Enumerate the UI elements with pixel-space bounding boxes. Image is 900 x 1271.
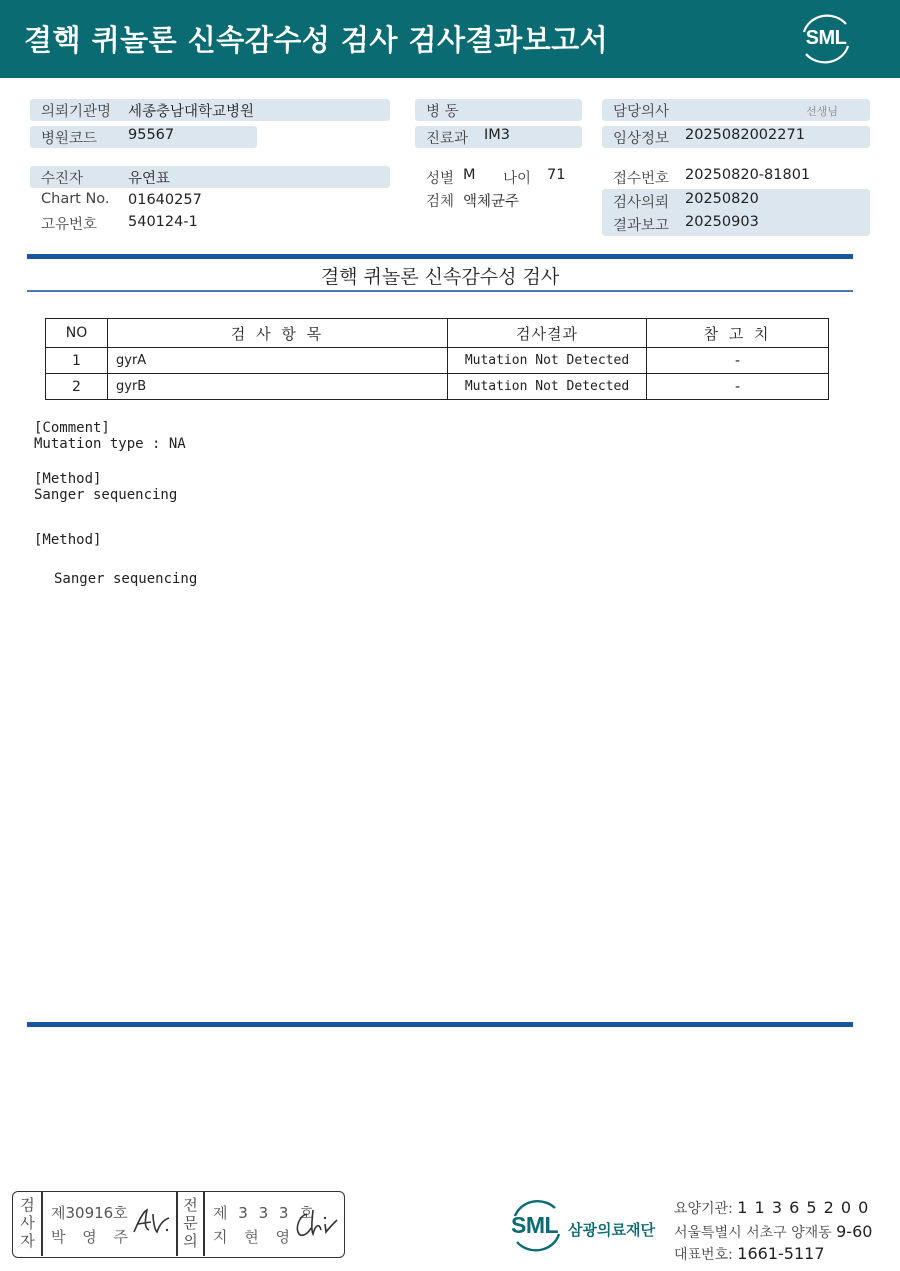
specimen-field	[415, 189, 582, 211]
row-no: 1	[46, 348, 108, 374]
clinical-info-field	[602, 126, 870, 148]
patient-label: 수진자	[41, 171, 84, 187]
age-value: 71	[547, 167, 566, 183]
facility-code-value: 1 1 3 6 5 2 0 0	[737, 1198, 870, 1217]
row-ref: -	[647, 374, 829, 400]
report-date-label: 결과보고	[613, 218, 670, 234]
doctor-field	[602, 99, 870, 121]
comment-text: Mutation type : NA	[34, 436, 186, 452]
unique-no-label: 고유번호	[41, 217, 98, 233]
header-ref: 참 고 치	[647, 319, 829, 348]
ward-label: 병 동	[426, 104, 459, 120]
chart-no-label: Chart No.	[41, 191, 110, 207]
tester-vertical-label: 검 사 자	[20, 1196, 35, 1250]
report-date-value: 20250903	[685, 214, 759, 230]
chart-no-field	[30, 190, 390, 212]
section-rule-bottom	[27, 290, 853, 292]
row-result: Mutation Not Detected	[448, 348, 647, 374]
header-item: 검 사 항 목	[108, 319, 448, 348]
facility-code-label: 요양기관:	[674, 1201, 733, 1217]
footer-sml-logo	[509, 1198, 565, 1252]
results-table	[45, 318, 829, 400]
tester-name: 박 영 주	[51, 1228, 135, 1246]
comment-header: [Comment]	[34, 420, 110, 436]
row-ref: -	[647, 348, 829, 374]
doctor-suffix: 선생님	[806, 105, 838, 118]
specimen-label: 검체	[426, 194, 455, 210]
address-text: 서울특별시 서초구 양재동	[674, 1225, 832, 1241]
sex-label: 성별	[426, 171, 455, 187]
sml-logo	[796, 12, 856, 66]
report-title: 결핵 퀴놀론 신속감수성 검사 검사결과보고서	[24, 23, 609, 57]
method-text-2: Sanger sequencing	[54, 571, 198, 587]
address-number: 9-60	[836, 1222, 873, 1241]
receipt-no-label: 접수번호	[613, 171, 670, 187]
receipt-no-field	[602, 166, 870, 188]
department-label: 진료과	[426, 131, 469, 147]
specialist-license: 제 3 3 3 호	[213, 1204, 317, 1222]
method-header-2: [Method]	[34, 532, 102, 548]
clinical-info-label: 임상정보	[613, 131, 670, 147]
phone-value: 1661-5117	[737, 1244, 825, 1263]
header-result: 검사결과	[448, 319, 647, 348]
signature-box	[12, 1191, 345, 1258]
section-title: 결핵 퀴놀론 신속감수성 검사	[320, 266, 560, 288]
request-date-value: 20250820	[685, 191, 759, 207]
header-no: NO	[46, 319, 108, 348]
facility-code	[674, 1198, 869, 1218]
age-label: 나이	[503, 171, 532, 187]
department-value: IM3	[484, 127, 511, 143]
table-row	[46, 348, 829, 374]
sex-age-field	[415, 166, 582, 188]
specialist-name: 지 현 영	[213, 1228, 297, 1246]
bottom-rule	[27, 1022, 853, 1027]
chart-no-value: 01640257	[128, 192, 202, 208]
request-date-label: 검사의뢰	[613, 195, 670, 211]
department-field	[415, 126, 582, 148]
footer-logo-text: SML	[511, 1212, 559, 1238]
method-text: Sanger sequencing	[34, 487, 178, 503]
table-header-row	[46, 319, 829, 348]
hospital-code-value: 95567	[128, 127, 175, 143]
patient-value: 유연표	[128, 171, 171, 187]
specialist-vertical-label: 전 문 의	[183, 1196, 198, 1250]
org-name: 삼광의료재단	[568, 1221, 655, 1239]
clinical-info-value: 2025082002271	[685, 127, 805, 143]
patient-field	[30, 166, 390, 188]
hospital-code-field	[30, 126, 257, 148]
tester-license: 제30916호	[51, 1204, 128, 1222]
hospital-code-label: 병원코드	[41, 131, 98, 147]
method-header: [Method]	[34, 471, 102, 487]
phone	[674, 1244, 825, 1264]
logo-text: SML	[805, 27, 847, 49]
unique-no-field	[30, 212, 390, 234]
phone-label: 대표번호:	[674, 1247, 733, 1263]
institution-value: 세종충남대학교병원	[128, 104, 255, 120]
tester-signature	[131, 1206, 173, 1240]
institution-label: 의뢰기관명	[41, 104, 112, 120]
address	[674, 1222, 872, 1242]
row-result: Mutation Not Detected	[448, 374, 647, 400]
doctor-label: 담당의사	[613, 104, 670, 120]
receipt-no-value: 20250820-81801	[685, 167, 811, 183]
dates-field	[602, 189, 870, 236]
section-rule-top	[27, 254, 853, 259]
row-no: 2	[46, 374, 108, 400]
specialist-signature	[293, 1206, 339, 1242]
row-item: gyrA	[108, 348, 448, 374]
ward-field	[415, 99, 582, 121]
specimen-value: 액체균주	[463, 194, 520, 210]
table-row	[46, 374, 829, 400]
row-item: gyrB	[108, 374, 448, 400]
institution-field	[30, 99, 390, 121]
report-header	[0, 0, 900, 78]
unique-no-value: 540124-1	[128, 214, 198, 230]
sex-value: M	[463, 167, 476, 183]
